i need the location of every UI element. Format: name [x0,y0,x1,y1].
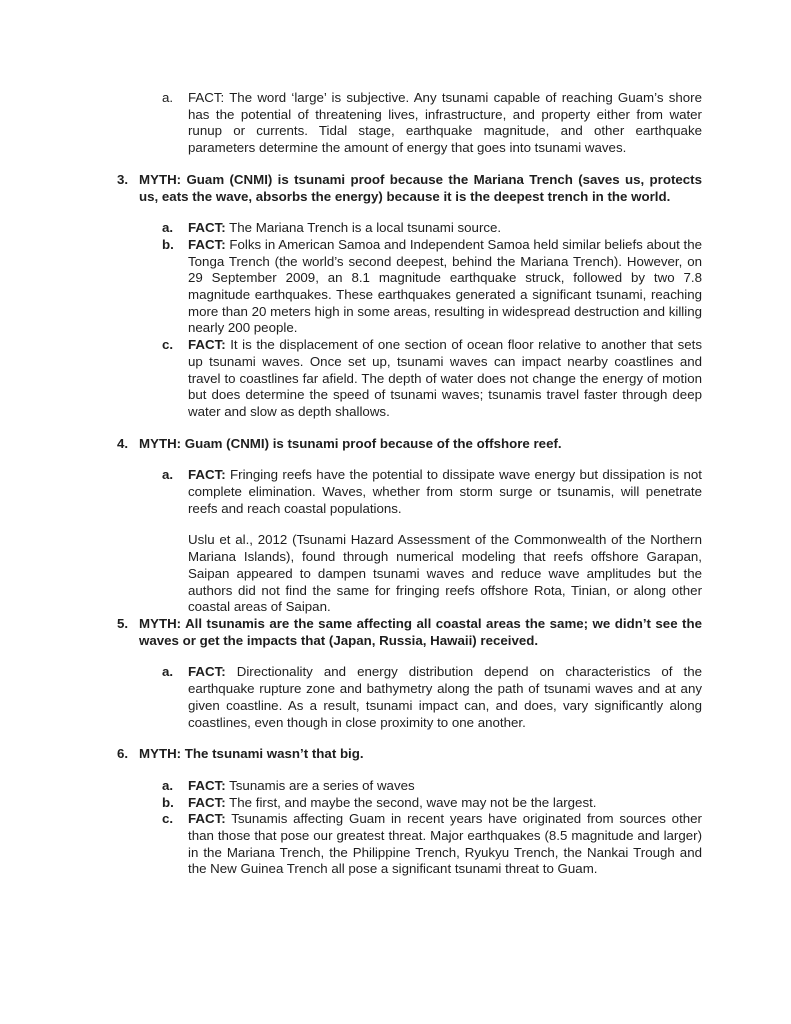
myth5-fact-list [117,664,702,731]
myth-heading-4 [117,436,702,453]
fact-item [162,467,702,517]
list-marker: b. [162,794,174,810]
list-number: 3. [117,171,129,187]
fact-prefix: FACT: [188,220,226,236]
fact-text [188,664,702,731]
fact-prefix: FACT: [188,811,226,827]
myth3-fact-list [117,220,702,420]
fact-prefix: FACT: [188,90,225,105]
fact-text [188,337,702,421]
list-marker: a. [162,90,174,105]
myth-heading-5 [117,616,702,649]
myth-heading-text: MYTH: The tsunami wasn’t that big. [139,746,364,762]
fact-body: The Mariana Trench is a local tsunami source. [229,220,502,236]
fact-body: It is the displacement of one section of ocean floor relative to another that sets up tsunami waves. Once set up, tsunami waves can impact nearby coastlines and travel to coastlines far afield. The depth of water does not change the energy of motion but does determine the speed of tsunami waves; tsunamis travel faster through deep water and slow as depth shallows. [188,337,703,419]
fact-prefix: FACT: [188,777,226,793]
list-marker: c. [162,337,174,353]
myth-heading-6 [117,746,702,763]
fact-text [188,778,702,795]
myth6-fact-list [117,778,702,878]
fact-item [162,778,702,795]
fact-text [188,90,702,157]
fact-text [188,237,702,337]
fact-item [162,237,702,337]
fact-prefix: FACT: [188,664,226,680]
fact-body: The first, and maybe the second, wave may not be the largest. [229,794,597,810]
list-marker: a. [162,777,174,793]
fact-item [162,795,702,812]
fact-item [162,664,702,731]
continuation-paragraph: Uslu et al., 2012 (Tsunami Hazard Assessment of the Commonwealth of the Northern Mariana Islands), found through numerical modeling that reefs offshore Garapan, Saipan appeared to dampen tsunami waves and reduce wave amplitudes but the authors did not find the same for fringing reefs offshore Rota, Tinian, or along other coastal areas of Saipan. [188,532,702,615]
fact-body: Tsunamis are a series of waves [229,777,415,793]
fact-body: Tsunamis affecting Guam in recent years have originated from sources other than those that pose our greatest threat. Major earthquakes (8.5 magnitude and larger) in the Mariana Trench, the Philippine Trench, Ryukyu Trench, the Nankai Trough and the New Guinea Trench all pose a significant tsunami threat to Guam. [188,811,702,877]
fact-body: Fringing reefs have the potential to dissipate wave energy but dissipation is not complete elimination. Waves, whether from storm surge or tsunamis, will penetrate reefs and reach coastal populations. [188,467,702,516]
fact-text [188,220,702,237]
fact-prefix: FACT: [188,236,226,252]
fact-body: The word ‘large’ is subjective. Any tsunami capable of reaching Guam’s shore has the potential of threatening lives, infrastructure, and property either from water runup or currents. Tidal stage, earthquake magnitude, and other earthquake parameters determine the amount of energy that goes into tsunami waves. [188,90,702,156]
list-marker: a. [162,467,174,483]
list-marker: b. [162,236,174,252]
list-marker: a. [162,220,174,236]
fact-prefix: FACT: [188,467,226,483]
list-number: 5. [117,615,129,631]
fact-body: Folks in American Samoa and Independent Samoa held similar beliefs about the Tonga Trench (the world’s second deepest, behind the Mariana Trench). However, on 29 September 2009, an 8.1 magnitude earthquake struck, followed by two 7.8 magnitude earthquakes. These earthquakes generated a significant tsunami, reaching more than 20 meters high in some areas, resulting in widespread destruction and killing nearly 200 people. [188,236,702,336]
list-number: 6. [117,746,129,762]
fact-text [188,467,702,517]
list-number: 4. [117,435,129,451]
fact-prefix: FACT: [188,337,226,353]
myth-heading-3 [117,172,702,205]
fact-item [162,337,702,421]
fact-prefix: FACT: [188,794,226,810]
myth4-fact-list [117,467,702,517]
list-marker: a. [162,664,174,680]
list-marker: c. [162,811,174,827]
fact-item [162,811,702,878]
myth-heading-text: MYTH: Guam (CNMI) is tsunami proof because of the offshore reef. [139,435,562,451]
fact-body: Directionality and energy distribution depend on characteristics of the earthquake rupture zone and bathymetry along the path of tsunami waves and at any given coastline. As a result, tsunami impact can, and does, vary significantly along coastlines, even though in close proximity to one another. [188,664,702,730]
fact-item [162,220,702,237]
myth-heading-text: MYTH: All tsunamis are the same affecting all coastal areas the same; we didn’t see the waves or get the impacts that (Japan, Russia, Hawaii) received. [139,615,702,648]
myth-heading-text: MYTH: Guam (CNMI) is tsunami proof because the Mariana Trench (saves us, protects us, eats the wave, absorbs the energy) because it is the deepest trench in the world. [139,171,702,204]
fact-item-intro [162,90,702,157]
fact-text [188,811,702,878]
fact-text [188,795,702,812]
